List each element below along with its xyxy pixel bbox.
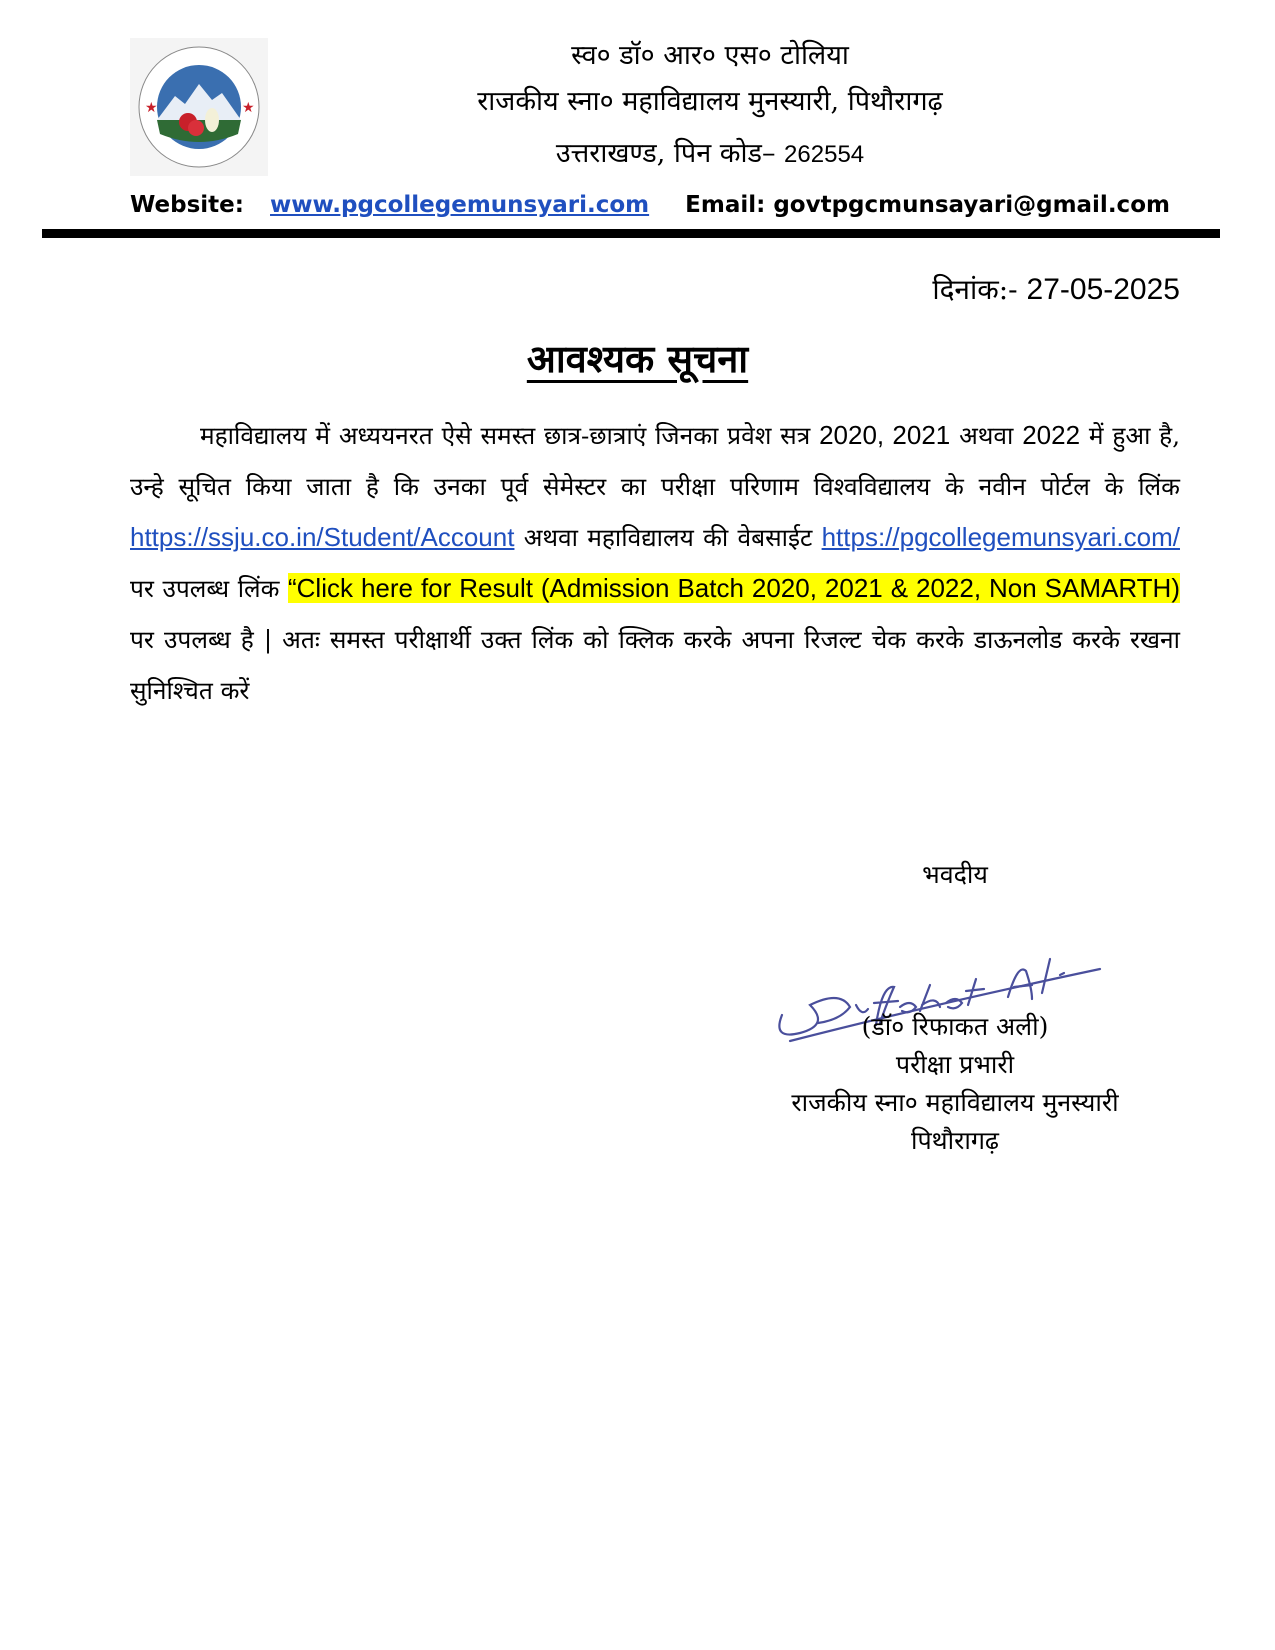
header-state: उत्तराखण्ड, पिन कोड– [555, 138, 776, 169]
signatory-city: पिथौरागढ़ [911, 1126, 999, 1155]
header-pin: 262554 [784, 141, 865, 168]
college-website-link[interactable]: https://pgcollegemunsyari.com/ [821, 522, 1180, 552]
website-link[interactable]: www.pgcollegemunsyari.com [270, 192, 650, 218]
header-line-1: स्व० डॉ० आर० एस० टोलिया [571, 40, 849, 71]
body-year-3: 2022 [1022, 420, 1081, 450]
body-years: 2020, 2021 [819, 420, 951, 450]
date-label: दिनांक:- [932, 273, 1018, 306]
email-label: Email: [685, 192, 766, 218]
header-line-2: राजकीय स्ना० महाविद्यालय मुनस्यारी, पिथौरागढ़ [477, 86, 943, 117]
signatory-name: (डॉ० रिफाकत अली) [861, 1012, 1049, 1041]
signature-handwriting: Rifakat Ali [770, 945, 776, 946]
body-text-4: अथवा महाविद्यालय की वेबसाईट [523, 523, 813, 552]
email-address: govtpgcmunsayari@gmail.com [773, 192, 1170, 218]
signatory-designation: परीक्षा प्रभारी [895, 1050, 1015, 1079]
header-divider [42, 229, 1220, 238]
header-line-3 [300, 136, 1120, 173]
date-value: 27-05-2025 [1026, 273, 1180, 306]
result-link-highlight: “Click here for Result (Admission Batch 2020, 2021 & 2022, Non SAMARTH) [288, 573, 1180, 603]
college-logo [130, 38, 268, 176]
notice-date [932, 270, 1180, 308]
notice-title: आवश्यक सूचना [526, 336, 749, 381]
body-text-1: महाविद्यालय में अध्ययनरत ऐसे समस्त छात्र-छात्राएं जिनका प्रवेश सत्र [200, 421, 811, 450]
closing: भवदीय [922, 860, 988, 889]
contact-line [130, 192, 1230, 218]
body-text-3: में हुआ है, उन्हे सूचित किया जाता है कि उनका पूर्व सेमेस्टर का परीक्षा परिणाम विश्वविद्यालय के नवीन पोर्टल के लिंक [130, 421, 1180, 501]
portal-link[interactable]: https://ssju.co.in/Student/Account [130, 522, 515, 552]
notice-body [130, 410, 1180, 716]
body-text-6: पर उपलब्ध है | अतः समस्त परीक्षार्थी उक्त लिंक को क्लिक करके अपना रिजल्ट चेक करके डाऊनलोड करके रखना सुनिश्चित करें [130, 625, 1180, 705]
body-text-5: पर उपलब्ध लिंक [130, 574, 280, 603]
signatory-college: राजकीय स्ना० महाविद्यालय मुनस्यारी [791, 1088, 1119, 1117]
svg-text:★: ★ [242, 100, 255, 116]
body-text-2: अथवा [959, 421, 1014, 450]
svg-text:★: ★ [145, 100, 158, 116]
website-label: Website: [130, 192, 244, 218]
